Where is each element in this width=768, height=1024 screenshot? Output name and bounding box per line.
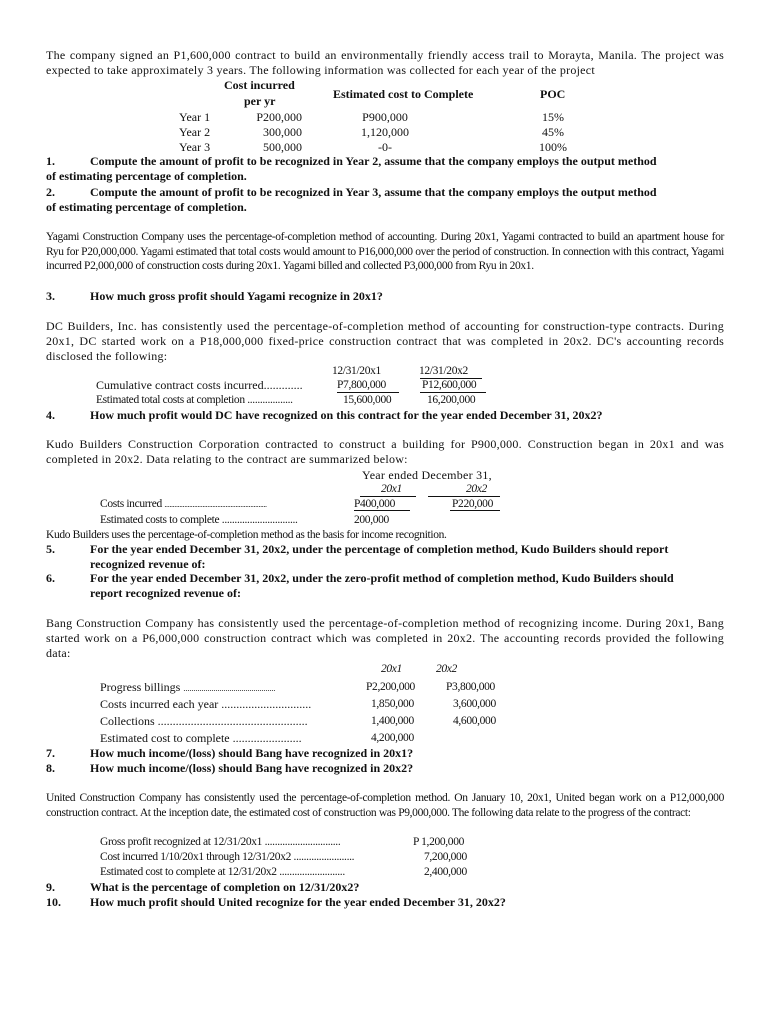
question8-number: 8. <box>46 761 55 775</box>
problem4-text: Kudo Builders Construction Corporation contracted to construct a building for P900,000. Construction began in 20x1 and was completed in 20x2. Data relating to the contract are summarized below: <box>46 437 724 466</box>
kudo-row1-underline2 <box>450 510 500 511</box>
bang-row4-value1: 4,200,000 <box>371 732 414 744</box>
question10-text: How much profit should United recognize for the year ended December 31, 20x2? <box>90 895 506 909</box>
question5-number: 5. <box>46 542 55 556</box>
dc-row1-value1: P7,800,000 <box>337 379 386 391</box>
row-year3-est: -0- <box>378 140 392 154</box>
dc-col1-header: 12/31/20x1 <box>332 365 381 377</box>
header-estimated-cost: Estimated cost to Complete <box>333 87 474 101</box>
dc-row2-label: Estimated total costs at completion .................. <box>96 394 293 406</box>
problem2-text: Yagami Construction Company uses the percentage-of-completion method of accounting. During 20x1, Yagami contracted to build an apartment house for Ryu for P20,000,000. Yagami estimated that total costs would amount to P16,000,000 over the period of construction. In connection with this contract, Yagami incurred P2,000,000 of construction costs during 20x1. Yagami billed and collected P3,000,000 from Ryu in 20x1. <box>46 231 724 272</box>
kudo-row1-value1: P400,000 <box>354 498 395 510</box>
question3-number: 3. <box>46 289 55 303</box>
question9-text: What is the percentage of completion on 12/31/20x2? <box>90 880 360 894</box>
bang-row1-label: Progress billings .............................................. <box>100 680 276 694</box>
bang-row2-value2: 3,600,000 <box>453 698 496 710</box>
dc-row1-value2: P12,600,000 <box>422 379 477 391</box>
kudo-row2-value1: 200,000 <box>354 514 389 526</box>
question2-text: Compute the amount of profit to be recognized in Year 3, assume that the company employs the output method <box>90 185 657 199</box>
united-row3-value: 2,400,000 <box>424 866 467 878</box>
question1-number: 1. <box>46 154 55 168</box>
kudo-row2-label: Estimated costs to complete .............................. <box>100 514 298 526</box>
dc-col2-header: 12/31/20x2 <box>419 365 468 377</box>
dc-row2-value1: 15,600,000 <box>343 394 392 406</box>
problem5-text: Bang Construction Company has consistently used the percentage-of-completion method of recognizing income. During 20x1, Bang started work on a P6,000,000 construction contract which was completed in 20x2. The accounting records provided the following data: <box>46 616 724 660</box>
bang-row1-value1: P2,200,000 <box>366 681 415 693</box>
problem1-intro: The company signed an P1,600,000 contract to build an environmentally friendly access trail to Morayta, Manila. The project was expected to take approximately 3 years. The following information was collected for each year of the project <box>46 48 724 77</box>
question6-text: For the year ended December 31, 20x2, under the zero-profit method of completion method, Kudo Builders should <box>90 571 674 585</box>
question9-number: 9. <box>46 880 55 894</box>
bang-col2-header: 20x2 <box>436 663 457 675</box>
bang-row1-value2: P3,800,000 <box>446 681 495 693</box>
kudo-year-header: Year ended December 31, <box>362 468 492 482</box>
row-year2-poc: 45% <box>542 125 564 139</box>
question6-number: 6. <box>46 571 55 585</box>
question2-continuation: of estimating percentage of completion. <box>46 200 247 214</box>
row-year3-label: Year 3 <box>179 140 211 154</box>
header-cost-incurred: Cost incurred <box>224 78 295 92</box>
row-year1-label: Year 1 <box>179 110 211 124</box>
question1-text: Compute the amount of profit to be recognized in Year 2, assume that the company employs the output method <box>90 154 657 168</box>
row-year1-poc: 15% <box>542 110 564 124</box>
united-row1-label: Gross profit recognized at 12/31/20x1 .............................. <box>100 836 341 848</box>
bang-row4-label: Estimated cost to complete ....................... <box>100 731 302 745</box>
question4-number: 4. <box>46 408 55 422</box>
row-year1-cost: P200,000 <box>256 110 302 124</box>
bang-row3-label: Collections .................................................. <box>100 714 308 728</box>
row-year3-poc: 100% <box>539 140 567 154</box>
bang-row3-value2: 4,600,000 <box>453 715 496 727</box>
united-row3-label: Estimated cost to complete at 12/31/20x2 .......................... <box>100 866 345 878</box>
question8-text: How much income/(loss) should Bang have recognized in 20x2? <box>90 761 414 775</box>
header-per-yr: per yr <box>244 94 276 108</box>
row-year2-cost: 300,000 <box>263 125 302 139</box>
bang-col1-header: 20x1 <box>381 663 402 675</box>
row-year1-est: P900,000 <box>362 110 408 124</box>
row-year3-cost: 500,000 <box>263 140 302 154</box>
row-year2-est: 1,120,000 <box>361 125 409 139</box>
problem3-text: DC Builders, Inc. has consistently used the percentage-of-completion method of accounting for construction-type contracts. During 20x1, DC started work on a P18,000,000 fixed-price construction contract that was completed in 20x2. DC's accounting records disclosed the following: <box>46 319 724 363</box>
united-row2-label: Cost incurred 1/10/20x1 through 12/31/20x2 ........................ <box>100 851 355 863</box>
united-row2-value: 7,200,000 <box>424 851 467 863</box>
united-row1-value: P 1,200,000 <box>413 836 464 848</box>
bang-row2-label: Costs incurred each year .............................. <box>100 697 312 711</box>
header-poc: POC <box>540 87 566 101</box>
kudo-note: Kudo Builders uses the percentage-of-completion method as the basis for income recognition. <box>46 529 447 541</box>
kudo-col1-header: 20x1 <box>381 483 402 495</box>
kudo-col2-header: 20x2 <box>466 483 487 495</box>
question5-text: For the year ended December 31, 20x2, under the percentage of completion method, Kudo Builders should report <box>90 542 669 556</box>
dc-row2-value2: 16,200,000 <box>427 394 476 406</box>
question4-text: How much profit would DC have recognized on this contract for the year ended December 31, 20x2? <box>90 408 603 422</box>
bang-row2-value1: 1,850,000 <box>371 698 414 710</box>
question10-number: 10. <box>46 895 61 909</box>
row-year2-label: Year 2 <box>179 125 211 139</box>
bang-row3-value1: 1,400,000 <box>371 715 414 727</box>
question7-text: How much income/(loss) should Bang have recognized in 20x1? <box>90 746 414 760</box>
kudo-row1-label: Costs incurred .............................................................. <box>100 498 267 510</box>
question2-number: 2. <box>46 185 55 199</box>
problem6-text: United Construction Company has consistently used the percentage-of-completion method. On January 10, 20x1, United began work on a P12,000,000 construction contract. At the inception date, the estimated cost of construction was P9,000,000. The following data relate to the progress of the contract: <box>46 792 724 819</box>
question1-continuation: of estimating percentage of completion. <box>46 169 247 183</box>
kudo-row1-value2: P220,000 <box>452 498 493 510</box>
question7-number: 7. <box>46 746 55 760</box>
kudo-row1-underline1 <box>354 510 410 511</box>
question6-continuation: report recognized revenue of: <box>90 586 241 600</box>
dc-row1-label: Cumulative contract costs incurred............. <box>96 378 303 392</box>
question3-text: How much gross profit should Yagami recognize in 20x1? <box>90 289 383 303</box>
question5-continuation: recognized revenue of: <box>90 557 206 571</box>
